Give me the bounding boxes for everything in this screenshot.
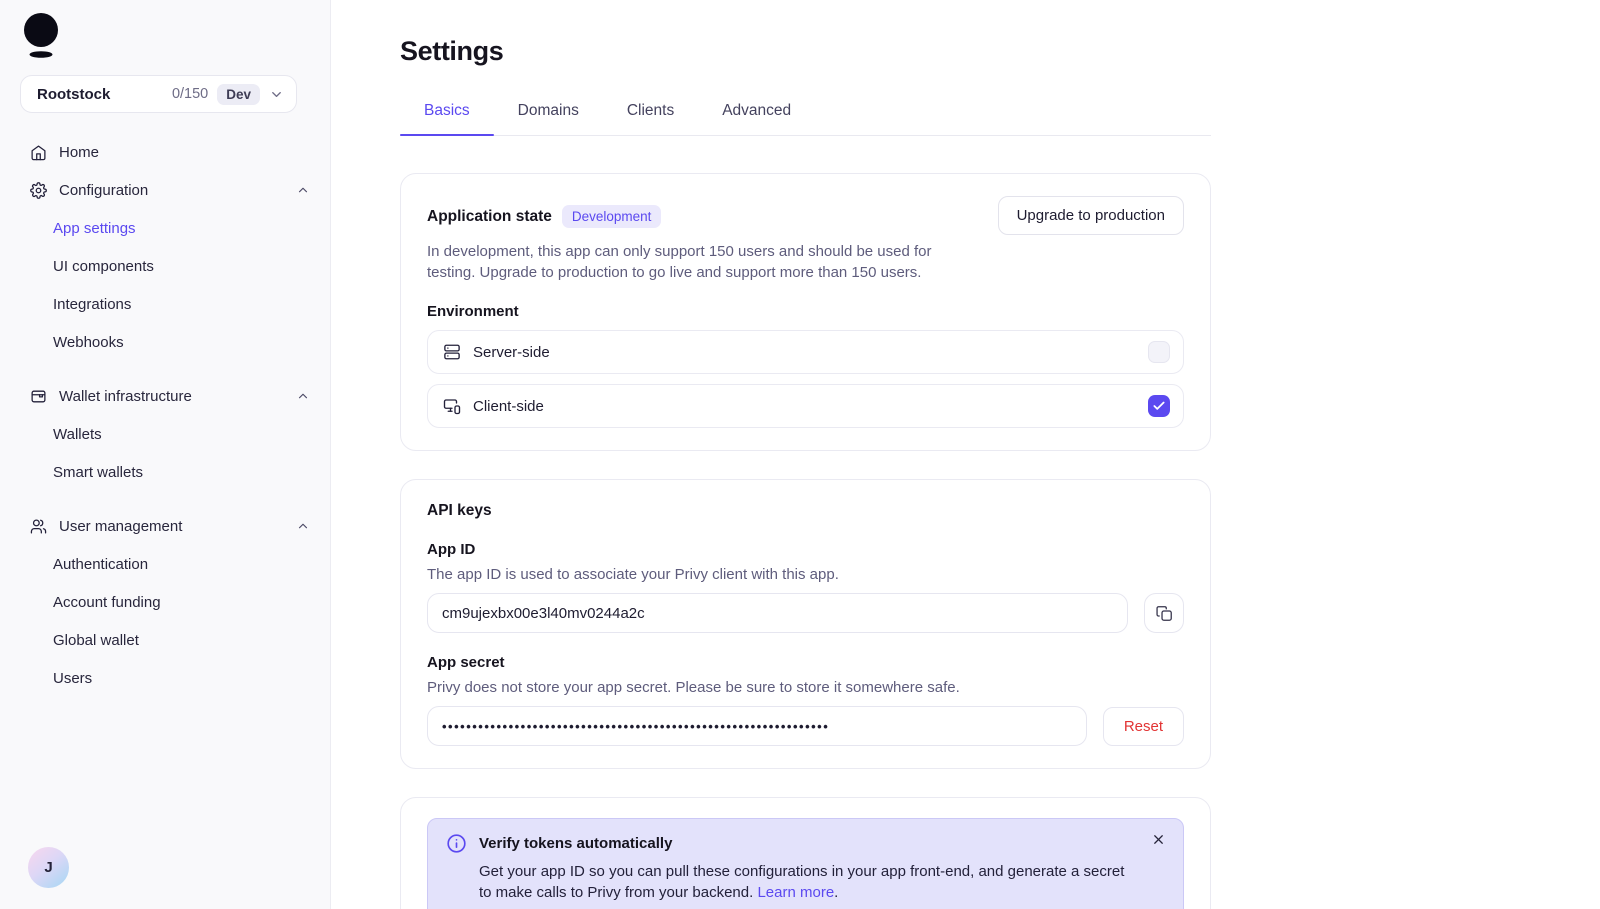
close-icon[interactable] [1151, 832, 1166, 847]
avatar-initial: J [44, 859, 53, 876]
banner-body-text: Get your app ID so you can pull these configurations in your app front-end, and generate a secret to make calls to Privy from your backend. [479, 863, 1125, 901]
banner-period: . [834, 884, 839, 901]
sidebar-item-label: Global wallet [53, 631, 139, 649]
sidebar-item-smart-wallets[interactable] [0, 453, 330, 491]
learn-more-link[interactable]: Learn more [757, 884, 835, 901]
app-secret-label: App secret [427, 654, 505, 671]
sidebar-item-label: Wallets [53, 425, 102, 443]
server-side-checkbox[interactable] [1148, 341, 1170, 363]
server-side-label: Server-side [473, 343, 550, 361]
sidebar-item-authentication[interactable] [0, 545, 330, 583]
application-state-description: In development, this app can only support 150 users and should be used for testing. Upgrade to production to go live and support more than 150 users. [427, 243, 932, 281]
environment-label: Environment [427, 303, 519, 320]
sidebar-item-home[interactable] [0, 133, 330, 171]
chevron-up-icon [296, 519, 310, 533]
sidebar-item-label: Integrations [53, 295, 132, 313]
app-id-label: App ID [427, 541, 476, 558]
banner-body [479, 861, 1139, 903]
api-keys-title: API keys [427, 502, 492, 519]
sidebar-item-ui-components[interactable] [0, 247, 330, 285]
wallet-icon [30, 388, 48, 405]
sidebar-item-label: Smart wallets [53, 463, 144, 481]
sidebar-item-label: Configuration [59, 181, 149, 199]
usage-count: 0/150 [171, 86, 209, 102]
sidebar-item-label: UI components [53, 257, 154, 275]
workspace-selector[interactable] [20, 75, 297, 113]
main-content [331, 0, 1211, 909]
workspace-name: Rootstock [37, 85, 111, 103]
sidebar-item-configuration[interactable] [0, 171, 330, 209]
environment-option-client-side[interactable] [427, 384, 1184, 428]
check-icon [1152, 399, 1166, 413]
sidebar-item-label: Account funding [53, 593, 161, 611]
sidebar-item-label: Home [59, 143, 100, 161]
reset-button[interactable]: Reset [1103, 707, 1184, 746]
tab-clients[interactable]: Clients [626, 102, 675, 119]
sidebar-item-app-settings[interactable] [0, 209, 330, 247]
banner-title: Verify tokens automatically [479, 835, 673, 852]
chevron-up-icon [296, 183, 310, 197]
client-side-checkbox[interactable] [1148, 395, 1170, 417]
sidebar-item-label: Webhooks [53, 333, 124, 351]
sidebar-item-label: Users [53, 669, 93, 687]
users-icon [30, 518, 48, 535]
sidebar-item-webhooks[interactable] [0, 323, 330, 361]
sidebar-item-wallet-infrastructure[interactable] [0, 377, 330, 415]
settings-tabs [400, 102, 1211, 136]
chevron-up-icon [296, 389, 310, 403]
home-icon [30, 144, 48, 161]
sidebar-item-wallets[interactable] [0, 415, 330, 453]
copy-icon [1156, 605, 1173, 622]
sidebar-item-user-management[interactable] [0, 507, 330, 545]
sidebar-item-global-wallet[interactable] [0, 621, 330, 659]
sidebar [0, 0, 331, 909]
app-secret-input[interactable] [427, 706, 1087, 746]
application-state-title: Application state [427, 207, 552, 225]
page-title: Settings [400, 36, 504, 66]
application-state-card [400, 173, 1211, 451]
tab-basics[interactable]: Basics [400, 102, 494, 135]
sidebar-item-label: Authentication [53, 555, 149, 573]
upgrade-to-production-button[interactable]: Upgrade to production [998, 196, 1184, 235]
sidebar-item-label: Wallet infrastructure [59, 387, 192, 405]
development-badge: Development [562, 205, 662, 228]
verify-tokens-banner [427, 818, 1184, 909]
nav-section-gap [0, 491, 330, 507]
environment-option-server-side[interactable] [427, 330, 1184, 374]
devices-icon [443, 397, 461, 415]
sidebar-item-users[interactable] [0, 659, 330, 697]
sidebar-item-integrations[interactable] [0, 285, 330, 323]
user-avatar[interactable] [28, 847, 69, 888]
api-keys-card [400, 479, 1211, 769]
chevron-down-icon [269, 87, 284, 102]
app-id-input[interactable] [427, 593, 1128, 633]
tab-domains[interactable]: Domains [517, 102, 579, 119]
verify-tokens-card [400, 797, 1211, 909]
client-side-label: Client-side [473, 397, 544, 415]
app-secret-description: Privy does not store your app secret. Please be sure to store it somewhere safe. [427, 679, 960, 696]
sidebar-item-label: User management [59, 517, 183, 535]
sidebar-item-account-funding[interactable] [0, 583, 330, 621]
nav-section-gap [0, 361, 330, 377]
copy-button[interactable] [1144, 593, 1184, 633]
sidebar-nav [0, 133, 330, 697]
gear-icon [30, 182, 48, 199]
env-badge: Dev [217, 84, 260, 105]
sidebar-item-label: App settings [53, 219, 136, 237]
server-icon [443, 343, 461, 361]
info-icon [446, 833, 467, 854]
tab-advanced[interactable]: Advanced [722, 102, 792, 119]
app-logo-icon[interactable] [22, 13, 60, 60]
app-id-description: The app ID is used to associate your Privy client with this app. [427, 566, 839, 583]
